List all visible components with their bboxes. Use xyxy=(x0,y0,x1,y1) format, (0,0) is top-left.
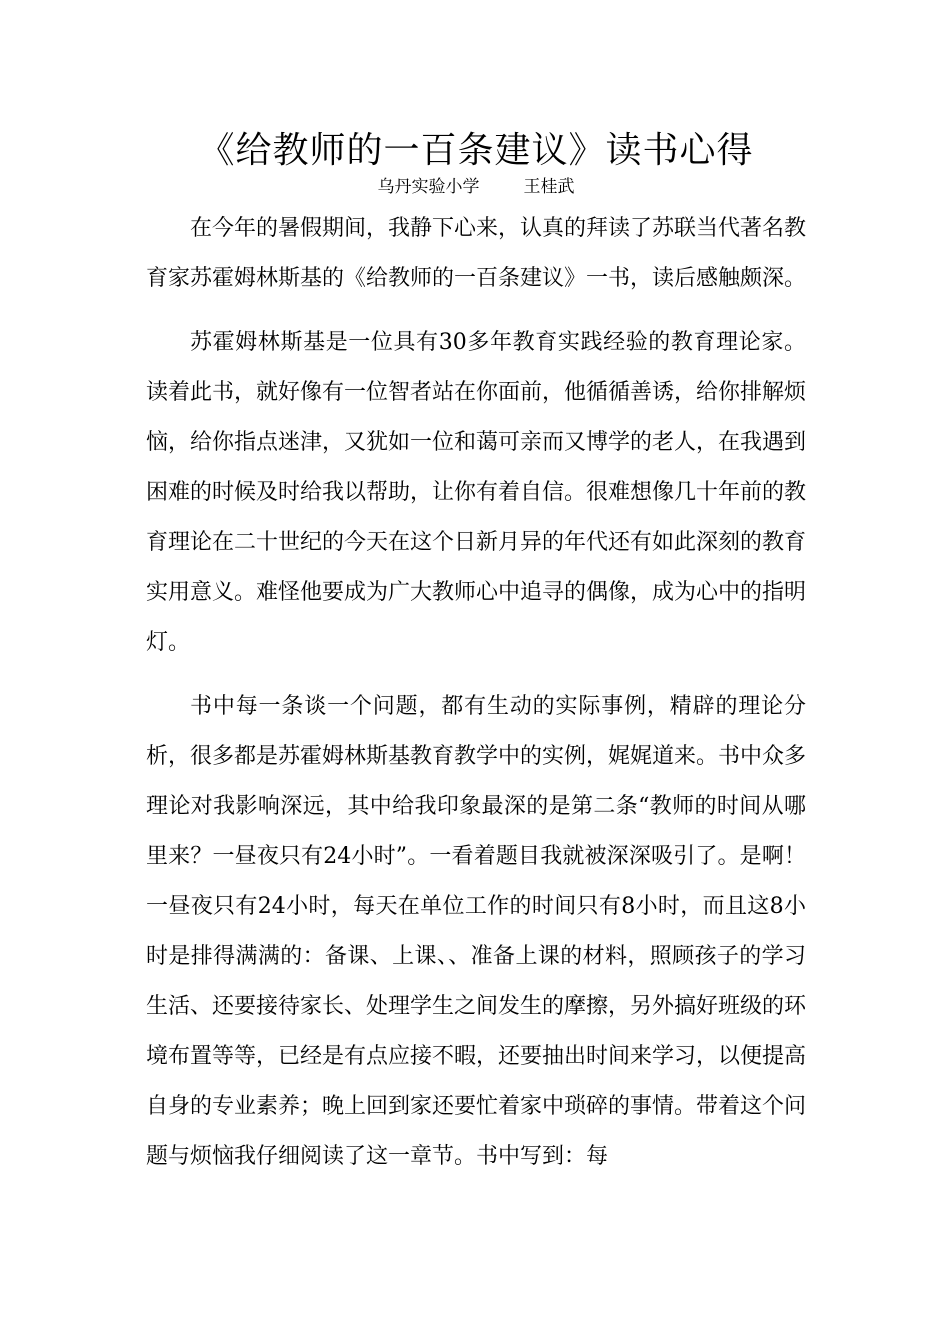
school-name: 乌丹实验小学 xyxy=(377,177,480,197)
paragraph: 书中每一条谈一个问题，都有生动的实际事例，精辟的理论分析，很多都是苏霍姆林斯基教育教学中的实例，娓娓道来。书中众多理论对我影响深远，其中给我印象最深的是第二条“教师的时间从哪里来？一昼夜只有24小时”。一看着题目我就被深深吸引了。是啊！一昼夜只有24小时，每天在单位工作的时间只有8小时，而且这8小时是排得满满的：备课、上课、、准备上课的材料，照顾孩子的学习生活、还要接待家长、处理学生之间发生的摩擦，另外搞好班级的环境布置等等，已经是有点应接不暇，还要抽出时间来学习，以便提高自身的专业素养；晚上回到家还要忙着家中琐碎的事情。带着这个问题与烦恼我仔细阅读了这一章节。书中写到：每 xyxy=(146,694,807,1169)
byline xyxy=(146,174,806,204)
author-name: 王桂武 xyxy=(523,177,575,197)
document-title: 《给教师的一百条建议》读书心得 xyxy=(198,130,754,171)
document-page xyxy=(146,128,806,1182)
body-text xyxy=(146,204,806,1182)
paragraph: 在今年的暑假期间，我静下心来，认真的拜读了苏联当代著名教育家苏霍姆林斯基的《给教师的一百条建议》一书，读后感触颇深。 xyxy=(146,216,807,291)
paragraph: 苏霍姆林斯基是一位具有30多年教育实践经验的教育理论家。读着此书，就好像有一位智者站在你面前，他循循善诱，给你排解烦恼，给你指点迷津，又犹如一位和蔼可亲而又博学的老人，在我遇到困难的时候及时给我以帮助，让你有着自信。很难想像几十年前的教育理论在二十世纪的今天在这个日新月异的年代还有如此深刻的教育实用意义。难怪他要成为广大教师心中追寻的偶像，成为心中的指明灯。 xyxy=(146,330,807,655)
